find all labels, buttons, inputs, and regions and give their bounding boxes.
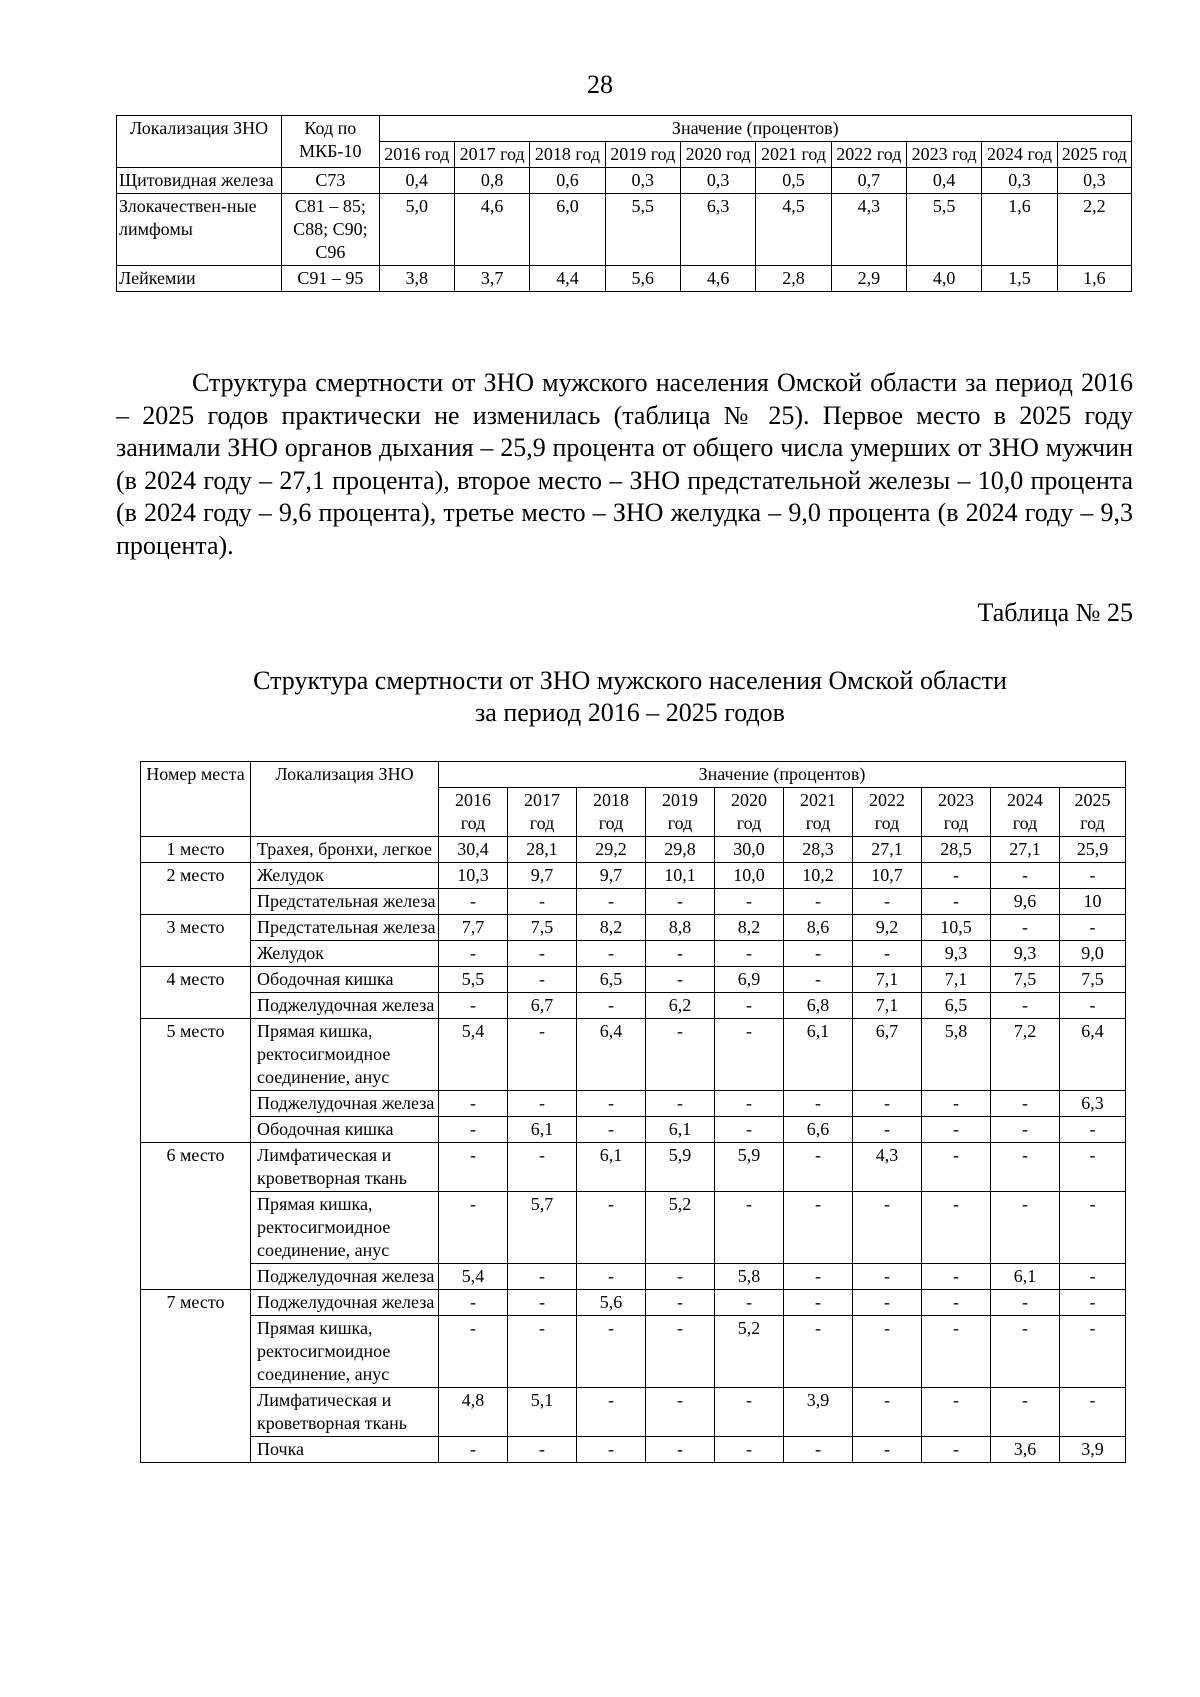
localization-cell: Желудок (251, 941, 439, 967)
value-cell: - (646, 1437, 715, 1463)
value-cell: 29,8 (646, 837, 715, 863)
localization-cell: Поджелудочная железа (251, 1264, 439, 1290)
value-cell: - (1060, 993, 1126, 1019)
value-cell: - (508, 1264, 577, 1290)
value-cell: 0,4 (907, 168, 982, 194)
value-cell: - (922, 1264, 991, 1290)
value-cell: - (922, 1316, 991, 1388)
value-cell: - (784, 1143, 853, 1192)
value-cell: - (991, 1117, 1060, 1143)
value-cell: 9,7 (577, 863, 646, 889)
value-cell: - (991, 863, 1060, 889)
code-cell: С91 – 95 (282, 266, 380, 292)
value-cell: 2,2 (1057, 194, 1131, 266)
value-cell: 5,5 (605, 194, 680, 266)
header-year: 2021 год (784, 788, 853, 837)
value-cell: 0,8 (454, 168, 529, 194)
value-cell: - (577, 993, 646, 1019)
header-year: 2023 год (922, 788, 991, 837)
localization-cell: Предстательная железа (251, 915, 439, 941)
value-cell: - (439, 1192, 508, 1264)
value-cell: 5,7 (508, 1192, 577, 1264)
value-cell: - (991, 1290, 1060, 1316)
value-cell: - (577, 941, 646, 967)
value-cell: - (991, 1143, 1060, 1192)
value-cell: 5,6 (577, 1290, 646, 1316)
value-cell: 7,1 (853, 967, 922, 993)
localization-cell: Ободочная кишка (251, 967, 439, 993)
value-cell: - (991, 1316, 1060, 1388)
value-cell: - (715, 1437, 784, 1463)
header-localization: Локализация ЗНО (117, 116, 282, 168)
value-cell: - (1060, 1117, 1126, 1143)
value-cell: 6,7 (508, 993, 577, 1019)
page-number: 28 (587, 70, 613, 99)
value-cell: 7,1 (922, 967, 991, 993)
table-row (141, 1290, 1126, 1316)
value-cell: 1,5 (982, 266, 1057, 292)
value-cell: 0,3 (982, 168, 1057, 194)
value-cell: - (853, 889, 922, 915)
value-cell: - (646, 1316, 715, 1388)
value-cell: - (508, 1290, 577, 1316)
table-row (117, 168, 1132, 194)
table-row (141, 941, 1126, 967)
value-cell: - (1060, 1388, 1126, 1437)
value-cell: - (922, 889, 991, 915)
value-cell: - (508, 1437, 577, 1463)
value-cell: 10,3 (439, 863, 508, 889)
value-cell: 7,2 (991, 1019, 1060, 1091)
value-cell: - (922, 1437, 991, 1463)
value-cell: 10,0 (715, 863, 784, 889)
value-cell: 6,4 (1060, 1019, 1126, 1091)
value-cell: - (1060, 863, 1126, 889)
localization-cell: Предстательная железа (251, 889, 439, 915)
value-cell: 4,3 (853, 1143, 922, 1192)
value-cell: - (853, 1290, 922, 1316)
value-cell: - (853, 1192, 922, 1264)
localization-cell: Трахея, бронхи, легкое (251, 837, 439, 863)
value-cell: 28,3 (784, 837, 853, 863)
value-cell: 10,7 (853, 863, 922, 889)
localization-cell: Лейкемии (117, 266, 282, 292)
value-cell: - (1060, 915, 1126, 941)
value-cell: 6,3 (1060, 1091, 1126, 1117)
header-value: Значение (процентов) (379, 116, 1131, 142)
value-cell: 8,6 (784, 915, 853, 941)
value-cell: - (991, 915, 1060, 941)
header-year: 2020 год (680, 142, 755, 168)
value-cell: - (991, 1388, 1060, 1437)
value-cell: 5,8 (922, 1019, 991, 1091)
value-cell: 3,6 (991, 1437, 1060, 1463)
value-cell: 6,5 (577, 967, 646, 993)
value-cell: - (715, 1388, 784, 1437)
code-cell: С81 – 85; С88; С90; С96 (282, 194, 380, 266)
table-row (141, 837, 1126, 863)
value-cell: 0,3 (680, 168, 755, 194)
value-cell: 4,8 (439, 1388, 508, 1437)
value-cell: 7,5 (1060, 967, 1126, 993)
value-cell: - (784, 941, 853, 967)
table-row (141, 1117, 1126, 1143)
value-cell: 6,7 (853, 1019, 922, 1091)
value-cell: 4,3 (831, 194, 906, 266)
value-cell: 7,5 (991, 967, 1060, 993)
value-cell: 6,5 (922, 993, 991, 1019)
localization-cell: Желудок (251, 863, 439, 889)
value-cell: - (991, 993, 1060, 1019)
value-cell: 8,2 (577, 915, 646, 941)
value-cell: 6,1 (508, 1117, 577, 1143)
value-cell: - (508, 1143, 577, 1192)
value-cell: 5,9 (715, 1143, 784, 1192)
table-row (117, 194, 1132, 266)
header-localization: Локализация ЗНО (251, 762, 439, 837)
header-value: Значение (процентов) (439, 762, 1126, 788)
code-cell: С73 (282, 168, 380, 194)
table-row (141, 993, 1126, 1019)
value-cell: - (577, 1388, 646, 1437)
value-cell: 1,6 (1057, 266, 1131, 292)
value-cell: - (1060, 1290, 1126, 1316)
table-row (141, 1388, 1126, 1437)
value-cell: 8,8 (646, 915, 715, 941)
value-cell: 6,2 (646, 993, 715, 1019)
header-year: 2024 год (991, 788, 1060, 837)
value-cell: 9,7 (508, 863, 577, 889)
localization-cell: Почка (251, 1437, 439, 1463)
value-cell: - (853, 941, 922, 967)
value-cell: - (577, 1264, 646, 1290)
mortality-structure-table (140, 761, 1126, 1463)
value-cell: - (439, 1437, 508, 1463)
localization-cell: Прямая кишка, ректосигмоидное соединение, анус (251, 1019, 439, 1091)
value-cell: - (784, 1192, 853, 1264)
place-cell: 6 место (141, 1143, 251, 1290)
value-cell: - (853, 1316, 922, 1388)
value-cell: - (439, 1316, 508, 1388)
header-year: 2025 год (1060, 788, 1126, 837)
place-cell: 5 место (141, 1019, 251, 1143)
value-cell: - (439, 1117, 508, 1143)
value-cell: 0,3 (605, 168, 680, 194)
value-cell: 10,2 (784, 863, 853, 889)
value-cell: - (508, 1019, 577, 1091)
value-cell: - (715, 1091, 784, 1117)
caption-line: Структура смертности от ЗНО мужского населения Омской области (253, 666, 1007, 695)
value-cell: - (784, 1264, 853, 1290)
value-cell: 6,1 (991, 1264, 1060, 1290)
localization-cell: Поджелудочная железа (251, 1290, 439, 1316)
header-year: 2017 год (454, 142, 529, 168)
value-cell: 7,1 (853, 993, 922, 1019)
table-row (141, 1316, 1126, 1388)
value-cell: - (646, 1019, 715, 1091)
value-cell: 9,3 (991, 941, 1060, 967)
value-cell: - (508, 941, 577, 967)
value-cell: - (577, 889, 646, 915)
value-cell: 0,7 (831, 168, 906, 194)
value-cell: 2,9 (831, 266, 906, 292)
value-cell: 5,2 (646, 1192, 715, 1264)
header-year: 2023 год (907, 142, 982, 168)
table-previous-continuation (116, 115, 1132, 292)
place-cell: 2 место (141, 863, 251, 915)
value-cell: - (439, 889, 508, 915)
table-row (141, 1264, 1126, 1290)
header-year: 2018 год (530, 142, 605, 168)
value-cell: 5,6 (605, 266, 680, 292)
place-cell: 3 место (141, 915, 251, 967)
value-cell: - (922, 1143, 991, 1192)
value-cell: - (508, 1316, 577, 1388)
localization-cell: Прямая кишка, ректосигмоидное соединение, анус (251, 1192, 439, 1264)
value-cell: 4,4 (530, 266, 605, 292)
value-cell: 30,0 (715, 837, 784, 863)
header-code: Код по МКБ-10 (282, 116, 380, 168)
localization-cell: Злокачествен-ные лимфомы (117, 194, 282, 266)
value-cell: 4,0 (907, 266, 982, 292)
value-cell: - (1060, 1316, 1126, 1388)
header-year: 2022 год (831, 142, 906, 168)
value-cell: - (784, 967, 853, 993)
header-year: 2022 год (853, 788, 922, 837)
value-cell: 30,4 (439, 837, 508, 863)
value-cell: 0,4 (379, 168, 454, 194)
value-cell: 5,9 (646, 1143, 715, 1192)
header-year: 2016 год (439, 788, 508, 837)
value-cell: - (784, 1290, 853, 1316)
value-cell: - (853, 1437, 922, 1463)
value-cell: 28,1 (508, 837, 577, 863)
value-cell: 6,1 (784, 1019, 853, 1091)
table-row (141, 967, 1126, 993)
value-cell: 5,4 (439, 1019, 508, 1091)
value-cell: 27,1 (853, 837, 922, 863)
caption-line: за период 2016 – 2025 годов (475, 698, 785, 727)
value-cell: - (853, 1091, 922, 1117)
body-paragraph: Структура смертности от ЗНО мужского населения Омской области за период 2016 – 2025 годов практически не изменилась (таблица № 25). Первое место в 2025 году занимали ЗНО органов дыхания – 25,9 процента от общего числа умерших от ЗНО мужчин (в 2024 году – 27,1 процента), второе место – ЗНО предстательной железы – 10,0 процента (в 2024 году – 9,6 процента), третье место – ЗНО желудка – 9,0 процента (в 2024 году – 9,3 процента). (116, 368, 1133, 560)
table-row (141, 889, 1126, 915)
value-cell: 10,5 (922, 915, 991, 941)
value-cell: - (715, 993, 784, 1019)
value-cell: 5,2 (715, 1316, 784, 1388)
table-number-label: Таблица № 25 (977, 598, 1133, 627)
value-cell: 25,9 (1060, 837, 1126, 863)
value-cell: 6,8 (784, 993, 853, 1019)
value-cell: - (715, 1117, 784, 1143)
value-cell: - (715, 1290, 784, 1316)
table-caption (0, 665, 1200, 729)
value-cell: 5,0 (379, 194, 454, 266)
header-place: Номер места (141, 762, 251, 837)
value-cell: - (508, 889, 577, 915)
value-cell: - (646, 1290, 715, 1316)
value-cell: - (439, 1143, 508, 1192)
value-cell: 5,4 (439, 1264, 508, 1290)
value-cell: 2,8 (756, 266, 831, 292)
localization-cell: Ободочная кишка (251, 1117, 439, 1143)
value-cell: 9,6 (991, 889, 1060, 915)
value-cell: - (577, 1091, 646, 1117)
value-cell: - (439, 1091, 508, 1117)
value-cell: 9,3 (922, 941, 991, 967)
value-cell: - (922, 1117, 991, 1143)
value-cell: - (646, 1091, 715, 1117)
value-cell: 4,6 (680, 266, 755, 292)
header-year: 2024 год (982, 142, 1057, 168)
value-cell: - (508, 1091, 577, 1117)
value-cell: - (577, 1192, 646, 1264)
value-cell: 0,3 (1057, 168, 1131, 194)
value-cell: 6,9 (715, 967, 784, 993)
value-cell: - (439, 1290, 508, 1316)
value-cell: - (577, 1437, 646, 1463)
value-cell: - (577, 1316, 646, 1388)
value-cell: 6,1 (577, 1143, 646, 1192)
header-year: 2018 год (577, 788, 646, 837)
header-year: 2020 год (715, 788, 784, 837)
value-cell: 3,7 (454, 266, 529, 292)
value-cell: 5,5 (907, 194, 982, 266)
value-cell: - (922, 1091, 991, 1117)
value-cell: - (715, 1019, 784, 1091)
header-year: 2019 год (646, 788, 715, 837)
localization-cell: Лимфатическая и кроветворная ткань (251, 1388, 439, 1437)
value-cell: 10,1 (646, 863, 715, 889)
localization-cell: Поджелудочная железа (251, 1091, 439, 1117)
value-cell: - (577, 1117, 646, 1143)
value-cell: - (646, 1388, 715, 1437)
value-cell: - (853, 1117, 922, 1143)
table-row (141, 1019, 1126, 1091)
localization-cell: Лимфатическая и кроветворная ткань (251, 1143, 439, 1192)
value-cell: - (715, 1192, 784, 1264)
value-cell: 6,1 (646, 1117, 715, 1143)
value-cell: 5,5 (439, 967, 508, 993)
place-cell: 7 место (141, 1290, 251, 1463)
value-cell: - (922, 1388, 991, 1437)
localization-cell: Поджелудочная железа (251, 993, 439, 1019)
value-cell: - (784, 1437, 853, 1463)
value-cell: - (784, 889, 853, 915)
value-cell: 5,8 (715, 1264, 784, 1290)
value-cell: 29,2 (577, 837, 646, 863)
table-row (141, 863, 1126, 889)
value-cell: - (853, 1264, 922, 1290)
value-cell: - (1060, 1143, 1126, 1192)
value-cell: 6,6 (784, 1117, 853, 1143)
value-cell: - (439, 993, 508, 1019)
value-cell: - (646, 941, 715, 967)
value-cell: 4,6 (454, 194, 529, 266)
value-cell: 3,9 (784, 1388, 853, 1437)
value-cell: - (1060, 1264, 1126, 1290)
value-cell: 4,5 (756, 194, 831, 266)
table-row (141, 1143, 1126, 1192)
value-cell: - (784, 1316, 853, 1388)
value-cell: - (991, 1091, 1060, 1117)
value-cell: 6,4 (577, 1019, 646, 1091)
value-cell: 27,1 (991, 837, 1060, 863)
value-cell: - (508, 967, 577, 993)
table-row (117, 266, 1132, 292)
header-year: 2016 год (379, 142, 454, 168)
value-cell: 7,7 (439, 915, 508, 941)
value-cell: 6,0 (530, 194, 605, 266)
value-cell: 28,5 (922, 837, 991, 863)
table-row (141, 1437, 1126, 1463)
value-cell: - (715, 941, 784, 967)
localization-cell: Прямая кишка, ректосигмоидное соединение, анус (251, 1316, 439, 1388)
value-cell: - (439, 941, 508, 967)
table-row (141, 1192, 1126, 1264)
value-cell: 9,2 (853, 915, 922, 941)
value-cell: - (646, 889, 715, 915)
value-cell: 6,3 (680, 194, 755, 266)
value-cell: - (646, 1264, 715, 1290)
value-cell: 3,9 (1060, 1437, 1126, 1463)
value-cell: 10 (1060, 889, 1126, 915)
value-cell: 0,5 (756, 168, 831, 194)
localization-cell: Щитовидная железа (117, 168, 282, 194)
header-year: 2025 год (1057, 142, 1131, 168)
value-cell: - (991, 1192, 1060, 1264)
value-cell: - (853, 1388, 922, 1437)
value-cell: 1,6 (982, 194, 1057, 266)
value-cell: 0,6 (530, 168, 605, 194)
value-cell: - (646, 967, 715, 993)
value-cell: 5,1 (508, 1388, 577, 1437)
place-cell: 4 место (141, 967, 251, 1019)
header-year: 2021 год (756, 142, 831, 168)
header-year: 2019 год (605, 142, 680, 168)
value-cell: 9,0 (1060, 941, 1126, 967)
table-row (141, 1091, 1126, 1117)
value-cell: - (922, 863, 991, 889)
place-cell: 1 место (141, 837, 251, 863)
value-cell: 8,2 (715, 915, 784, 941)
value-cell: 3,8 (379, 266, 454, 292)
value-cell: 7,5 (508, 915, 577, 941)
value-cell: - (1060, 1192, 1126, 1264)
value-cell: - (715, 889, 784, 915)
header-year: 2017 год (508, 788, 577, 837)
value-cell: - (784, 1091, 853, 1117)
value-cell: - (922, 1290, 991, 1316)
table-row (141, 915, 1126, 941)
value-cell: - (922, 1192, 991, 1264)
